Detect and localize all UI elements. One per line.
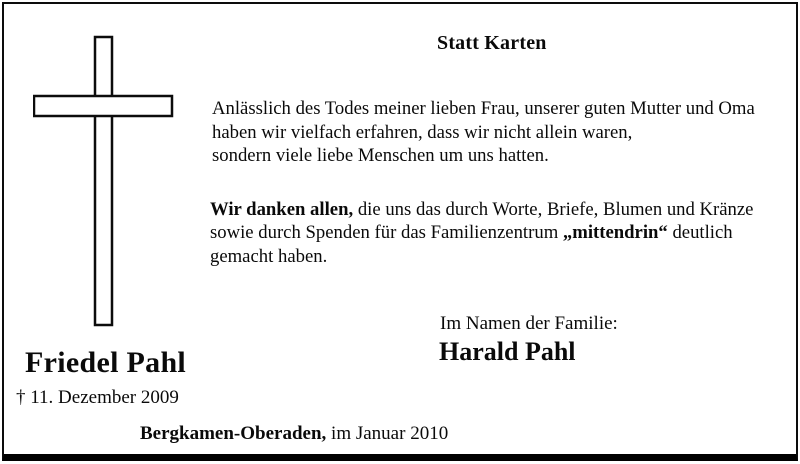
pre-header-statt-karten: Statt Karten bbox=[437, 32, 547, 54]
thanks-line-3: gemacht haben. bbox=[210, 245, 328, 267]
deceased-name: Friedel Pahl bbox=[25, 346, 187, 379]
thanks-line-2-bold: „mittendrin“ bbox=[562, 222, 668, 244]
latin-cross-icon bbox=[33, 35, 175, 329]
closing-line bbox=[140, 423, 448, 445]
intro-paragraph bbox=[212, 97, 787, 168]
closing-place: Bergkamen-Oberaden, bbox=[140, 423, 327, 444]
thanks-line-1 bbox=[210, 198, 790, 221]
family-signature-name: Harald Pahl bbox=[439, 337, 576, 366]
death-date: † 11. Dezember 2009 bbox=[16, 387, 179, 408]
intro-line-2: haben wir vielfach erfahren, dass wir nicht allein waren, bbox=[212, 121, 633, 143]
family-intro-text: Im Namen der Familie: bbox=[440, 313, 618, 334]
thanks-line-2-post: deutlich bbox=[667, 222, 733, 244]
thanks-paragraph bbox=[210, 198, 790, 268]
thanks-line-2 bbox=[210, 221, 790, 244]
thanks-line-2-pre: sowie durch Spenden für das Familienzentrum bbox=[210, 222, 563, 244]
thanks-line-1-bold: Wir danken allen, bbox=[210, 199, 354, 220]
thanks-line-1-rest: die uns das durch Worte, Briefe, Blumen und Kränze bbox=[353, 199, 754, 220]
intro-line-1: Anlässlich des Todes meiner lieben Frau, unserer guten Mutter und Oma bbox=[212, 98, 755, 119]
closing-date: im Januar 2010 bbox=[326, 423, 449, 444]
intro-line-3: sondern viele liebe Menschen um uns hatten. bbox=[212, 145, 549, 166]
